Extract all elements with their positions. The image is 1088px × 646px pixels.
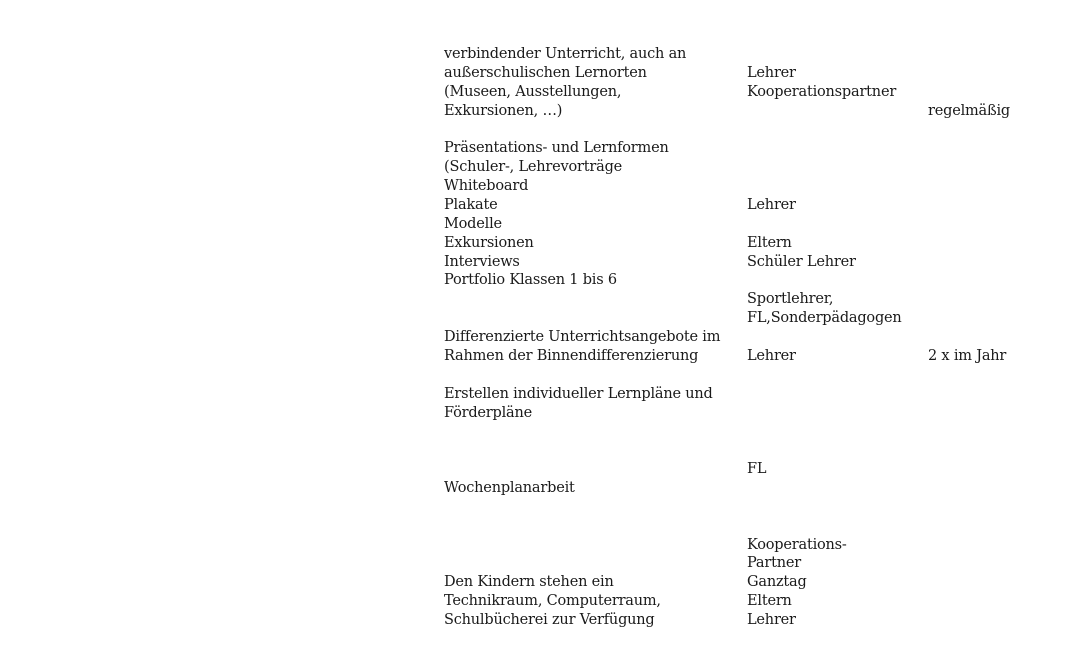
activity-line: Schulbücherei zur Verfügung <box>444 612 655 628</box>
responsible-line: Eltern <box>747 235 792 251</box>
frequency-text: 2 x im Jahr <box>928 348 1007 364</box>
responsible-line: Eltern <box>747 593 792 609</box>
activity-line: Wochenplanarbeit <box>444 480 575 496</box>
activity-line: Portfolio Klassen 1 bis 6 <box>444 272 617 288</box>
activity-line: Technikraum, Computerraum, <box>444 593 661 609</box>
activity-line: Interviews <box>444 254 520 270</box>
activity-line: Plakate <box>444 197 498 213</box>
activity-line: Den Kindern stehen ein <box>444 574 614 590</box>
responsible-line: Lehrer <box>747 197 796 213</box>
activity-line: Rahmen der Binnendifferenzierung <box>444 348 699 364</box>
responsible-line: Lehrer <box>747 65 796 81</box>
responsible-line: Schüler Lehrer <box>747 254 856 270</box>
activity-line: Modelle <box>444 216 502 232</box>
responsible-line: Lehrer <box>747 612 796 628</box>
responsible-line: Partner <box>747 555 801 571</box>
responsible-line: Kooperationspartner <box>747 84 897 100</box>
activity-line: (Schuler-, Lehrevorträge <box>444 159 623 175</box>
responsible-line: Lehrer <box>747 348 796 364</box>
activity-line: verbindender Unterricht, auch an <box>444 46 687 62</box>
activity-line: Exkursionen <box>444 235 534 251</box>
activity-line: Förderpläne <box>444 405 533 421</box>
activity-line: Erstellen individueller Lernpläne und <box>444 386 713 402</box>
activity-line: Exkursionen, …) <box>444 103 563 119</box>
activity-line: Whiteboard <box>444 178 529 194</box>
activity-line: außerschulischen Lernorten <box>444 65 647 81</box>
activity-line: (Museen, Ausstellungen, <box>444 84 622 100</box>
responsible-line: FL,Sonderpädagogen <box>747 310 902 326</box>
activity-line: Differenzierte Unterrichtsangebote im <box>444 329 721 345</box>
responsible-line: FL <box>747 461 767 477</box>
responsible-line: Ganztag <box>747 574 807 590</box>
activity-line: Präsentations- und Lernformen <box>444 140 669 156</box>
responsible-line: Sportlehrer, <box>747 291 834 307</box>
frequency-text: regelmäßig <box>928 103 1011 119</box>
responsible-line: Kooperations- <box>747 537 847 553</box>
